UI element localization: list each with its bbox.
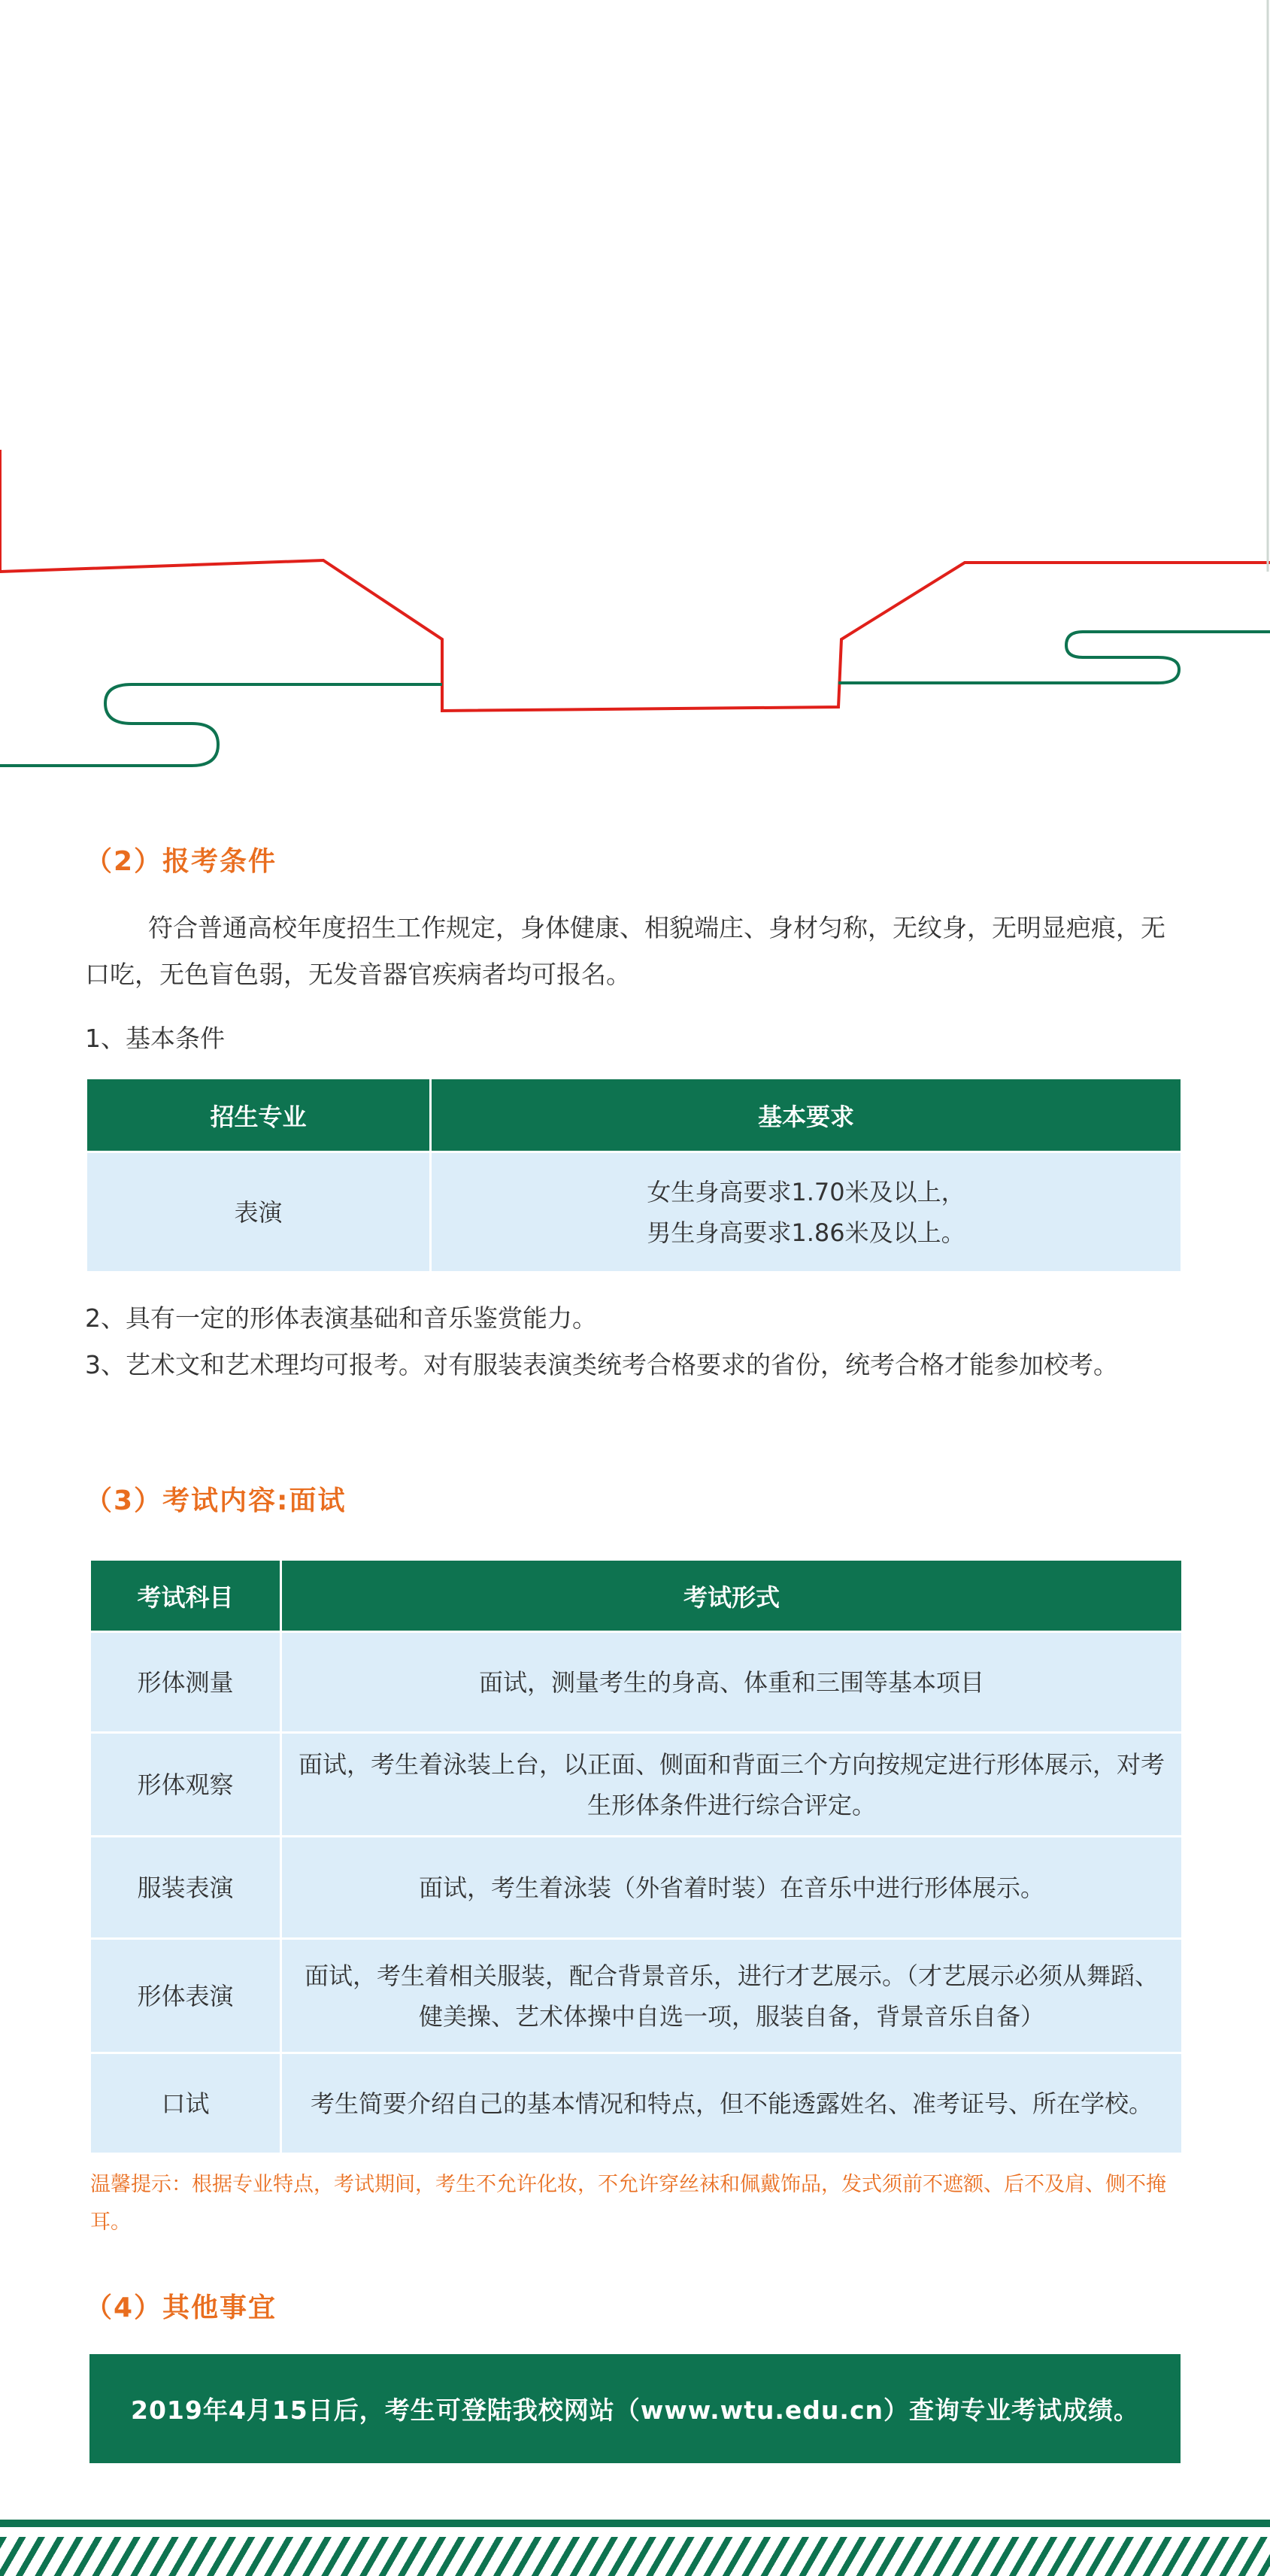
exam-content-table bbox=[89, 1558, 1184, 2155]
cell-subject-2: 形体观察 bbox=[90, 1733, 281, 1837]
footer-stripes bbox=[0, 2537, 1270, 2576]
cell-form-2: 面试，考生着泳装上台，以正面、侧面和背面三个方向按规定进行形体展示，对考生形体条件进行综合评定。 bbox=[281, 1733, 1183, 1837]
requirement-line-female: 女生身高要求1.70米及以上， bbox=[647, 1177, 965, 1206]
results-notice-banner: 2019年4月15日后，考生可登陆我校网站（www.wtu.edu.cn）查询专业考试成绩。 bbox=[89, 2354, 1181, 2463]
section-title-requirements: （2）报考条件 bbox=[85, 846, 277, 877]
cell-form-5: 考生简要介绍自己的基本情况和特点，但不能透露姓名、准考证号、所在学校。 bbox=[281, 2053, 1183, 2154]
cell-subject-5: 口试 bbox=[90, 2053, 281, 2154]
green-cloud-line-left bbox=[0, 684, 442, 766]
condition-item-3: 3、艺术文和艺术理均可报考。对有服装表演类统考合格要求的省份，统考合格才能参加校考。 bbox=[85, 1350, 1118, 1379]
cell-form-3: 面试，考生着泳装（外省着时装）在音乐中进行形体展示。 bbox=[281, 1837, 1183, 1939]
cell-subject-3: 服装表演 bbox=[90, 1837, 281, 1939]
decorative-lines bbox=[0, 0, 1270, 797]
header-subject: 考试科目 bbox=[90, 1560, 281, 1632]
red-border-line bbox=[0, 450, 1270, 711]
requirements-intro: 符合普通高校年度招生工作规定，身体健康、相貌端庄、身材匀称，无纹身，无明显疤痕，无口吃，无色盲色弱，无发音器官疾病者均可报名。 bbox=[85, 913, 1165, 989]
header-requirement: 基本要求 bbox=[431, 1079, 1182, 1152]
cell-form-1: 面试，测量考生的身高、体重和三围等基本项目 bbox=[281, 1632, 1183, 1733]
section-title-exam-content: （3）考试内容:面试 bbox=[85, 1485, 347, 1516]
green-cloud-line-right bbox=[838, 632, 1270, 683]
header-form: 考试形式 bbox=[281, 1560, 1183, 1632]
basic-conditions-table bbox=[85, 1077, 1183, 1273]
basic-conditions-label: 1、基本条件 bbox=[85, 1024, 225, 1053]
cell-major: 表演 bbox=[86, 1152, 431, 1273]
requirement-line-male: 男生身高要求1.86米及以上。 bbox=[647, 1218, 965, 1247]
footer-bar bbox=[0, 2520, 1270, 2527]
cell-requirement bbox=[431, 1152, 1182, 1273]
cell-subject-1: 形体测量 bbox=[90, 1632, 281, 1733]
warm-tip: 温馨提示：根据专业特点，考试期间，考生不允许化妆，不允许穿丝袜和佩戴饰品，发式须前不遮额、后不及肩、侧不掩耳。 bbox=[90, 2173, 1166, 2234]
cell-subject-4: 形体表演 bbox=[90, 1939, 281, 2053]
cell-form-4: 面试，考生着相关服装，配合背景音乐，进行才艺展示。（才艺展示必须从舞蹈、健美操、艺术体操中自选一项，服装自备，背景音乐自备） bbox=[281, 1939, 1183, 2053]
section-title-other: （4）其他事宜 bbox=[85, 2292, 277, 2323]
header-major: 招生专业 bbox=[86, 1079, 431, 1152]
condition-item-2: 2、具有一定的形体表演基础和音乐鉴赏能力。 bbox=[85, 1303, 597, 1333]
